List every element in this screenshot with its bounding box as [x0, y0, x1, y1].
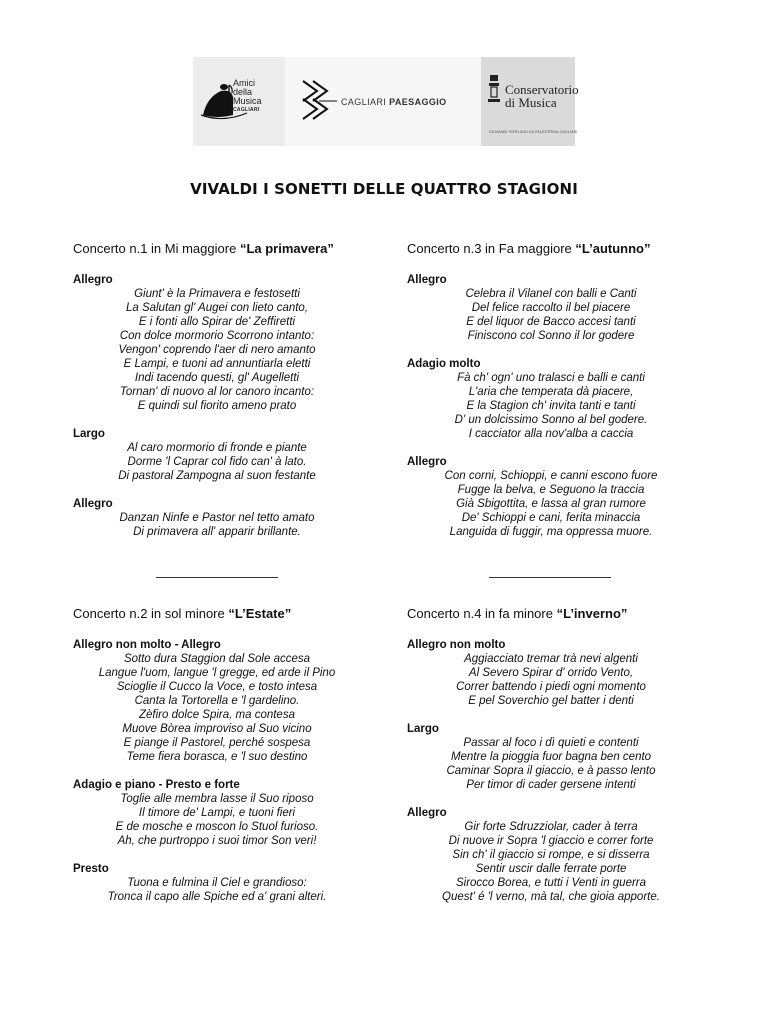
verse-line: Gir forte Sdruzziolar, cader à terra [464, 821, 638, 833]
movement [73, 497, 373, 539]
verse-line: E piange il Pastorel, perché sospesa [123, 737, 311, 749]
verse-line: Tuona e fulmina il Ciel e grandioso: [127, 877, 307, 889]
concerto-label: Concerto n.2 in sol minore [73, 606, 225, 621]
cp-part1: CAGLIARI [341, 97, 387, 107]
movement-title: Presto [73, 863, 109, 875]
cagliari-paesaggio-logo [285, 57, 481, 146]
cp-part2: PAESAGGIO [389, 97, 447, 107]
verse-line: L'aria che temperata dà piacere, [468, 386, 634, 398]
verse-line: De' Schioppi e cani, ferita minaccia [461, 512, 641, 524]
concerto-name: “L’Estate” [228, 606, 292, 621]
chevrons-icon [285, 57, 345, 146]
movement-title: Largo [73, 428, 105, 440]
logo-banner [193, 57, 579, 146]
amici-line4: CAGLIARI [233, 107, 260, 113]
verse-line: Tronca il capo alle Spiche ed a' grani alteri. [107, 891, 327, 903]
verse-line: Sentir uscir dalle ferrate porte [475, 863, 627, 875]
movement [73, 638, 373, 764]
verse-line: Indi tacendo questi, gl' Augelletti [134, 372, 300, 384]
verse-line: Canta la Tortorella e 'l gardelino. [134, 695, 300, 707]
movement-title: Allegro [73, 274, 113, 286]
verse-line: Muove Bòrea improviso al Suo vicino [122, 723, 312, 735]
concerto-name: “La primavera” [239, 241, 334, 256]
verse-line: Passar al foco i dì quieti e contenti [463, 737, 639, 749]
verse-line: Fugge la belva, e Seguono la traccia [457, 484, 645, 496]
verse-line: E de mosche e moscon lo Stuol furioso. [115, 821, 319, 833]
verse-line: Zèfiro dolce Spira, ma contesa [139, 709, 295, 721]
verse-line: E del liquor de Bacco accesi tanti [466, 316, 636, 328]
concerto-label: Concerto n.1 in Mi maggiore [73, 241, 237, 256]
movement-title: Allegro [407, 456, 447, 468]
verse-line: Già Sbigottita, e lassa al gran rumore [456, 498, 646, 510]
movement [73, 273, 373, 413]
concerto-heading [407, 606, 707, 621]
concerto-heading [73, 606, 373, 621]
verse-line: Danzan Ninfe e Pastor nel tetto amato [119, 512, 315, 524]
verse-line: Teme fiera borasca, e 'l suo destino [126, 751, 308, 763]
verse-line: Sin ch' il giaccio si rompe, e si disserra [452, 849, 650, 861]
movement-title: Allegro [407, 807, 447, 819]
cagliari-paesaggio-text [341, 97, 447, 107]
divider-right [489, 577, 611, 578]
amici-line2: della [233, 87, 253, 97]
verse-line: Dorme 'l Caprar col fido can' à lato. [127, 456, 307, 468]
verse-line: La Salutan gl' Augei con lieto canto, [125, 302, 309, 314]
verse-line: Scioglie il Cucco la Voce, e tosto intesa [116, 681, 318, 693]
verse-line: Con corni, Schioppi, e canni escono fuore [444, 470, 658, 482]
verse-line: E i fonti allo Spirar de' Zeffiretti [138, 316, 296, 328]
verse-line: Quest' é 'l verno, mà tal, che gioia apporte. [442, 891, 660, 903]
concerto-4 [407, 606, 707, 918]
concerto-heading [73, 241, 373, 256]
concerto-label: Concerto n.4 in fa minore [407, 606, 553, 621]
verse-line: Di primavera all' apparir brillante. [133, 526, 301, 538]
amici-della-musica-logo [193, 57, 285, 146]
movement [407, 357, 707, 441]
cons-sub: GIOVANNI PIERLUIGI DA PALESTRINA CAGLIARI [489, 130, 578, 134]
verse-line: Al caro mormorio di fronde e piante [127, 442, 307, 454]
verse-line: E Lampi, e tuoni ad annuntiarla eletti [123, 358, 311, 370]
verse-line: Al Severo Spirar d' orrido Vento, [468, 667, 634, 679]
verse-line: Correr battendo i piedi ogni momento [456, 681, 646, 693]
concerto-name: “L’autunno” [575, 241, 651, 256]
conservatorio-logo [481, 57, 579, 146]
movement [73, 862, 373, 904]
verse-line: I cacciator alla nov'alba a caccia [468, 428, 634, 440]
verse-line: Con dolce mormorio Scorrono intanto: [119, 330, 315, 342]
verse-line: Vengon' coprendo l'aer di nero amanto [118, 344, 316, 356]
concerto-name: “L’inverno” [556, 606, 628, 621]
document-title: VIVALDI I SONETTI DELLE QUATTRO STAGIONI [190, 180, 578, 198]
verse-line: Celebra il Vilanel con balli e Canti [465, 288, 637, 300]
movement [407, 273, 707, 343]
amici-line1: Amici [233, 78, 255, 88]
movement-title: Allegro non molto - Allegro [73, 639, 221, 651]
movement-title: Allegro non molto [407, 639, 506, 651]
verse-line: Caminar Sopra il giaccio, e à passo lento [446, 765, 656, 777]
verse-line: Langue l'uom, langue 'l gregge, ed arde il Pino [98, 667, 336, 679]
movement [73, 778, 373, 848]
movement [407, 638, 707, 708]
verse-line: D' un dolcissimo Sonno al bel godere. [454, 414, 648, 426]
verse-line: Giunt' è la Primavera e festosetti [134, 288, 300, 300]
movement [407, 806, 707, 904]
verse-line: Di pastoral Zampogna al suon festante [118, 470, 316, 482]
verse-line: Tornan' di nuovo al lor canoro incanto: [119, 386, 315, 398]
verse-line: Di nuove ir Sopra 'l giaccio e correr forte [448, 835, 654, 847]
verse-line: Aggiacciato tremar trà nevi algenti [464, 653, 638, 665]
verse-line: E pel Soverchio gel batter i denti [468, 695, 634, 707]
amici-line3: Musica [233, 96, 262, 106]
verse-line: Fà ch' ogn' uno tralasci e balli e canti [457, 372, 645, 384]
divider-left [156, 577, 278, 578]
movement-title: Allegro [407, 274, 447, 286]
cons-line1: Conservatorio [505, 82, 579, 97]
verse-line: Toglie alle membra lasse il Suo riposo [120, 793, 314, 805]
verse-line: Del felice raccolto il bel piacere [471, 302, 631, 314]
movement-title: Adagio e piano - Presto e forte [73, 779, 240, 791]
verse-line: Finiscono col Sonno il lor godere [467, 330, 635, 342]
cons-line2: di Musica [505, 95, 557, 110]
movement [407, 722, 707, 792]
verse-line: E quindi sul fiorito ameno prato [137, 400, 297, 412]
verse-line: Mentre la pioggia fuor bagna ben cento [450, 751, 652, 763]
concerto-1 [73, 241, 373, 553]
verse-line: Languida di fuggir, ma oppressa muore. [449, 526, 653, 538]
verse-line: E la Stagion ch' invita tanti e tanti [466, 400, 636, 412]
movement-title: Largo [407, 723, 439, 735]
concerto-label: Concerto n.3 in Fa maggiore [407, 241, 572, 256]
verse-line: Sotto dura Staggion dal Sole accesa [123, 653, 311, 665]
movement-title: Allegro [73, 498, 113, 510]
concerto-3 [407, 241, 707, 553]
concerto-2 [73, 606, 373, 918]
verse-line: Il timore de' Lampi, e tuoni fieri [138, 807, 296, 819]
concerto-heading [407, 241, 707, 256]
movement [407, 455, 707, 539]
verse-line: Ah, che purtroppo i suoi timor Son veri! [117, 835, 317, 847]
verse-line: Sirocco Borea, e tutti i Venti in guerra [455, 877, 647, 889]
movement-title: Adagio molto [407, 358, 481, 370]
verse-line: Per timor di cader gersene intenti [466, 779, 636, 791]
movement [73, 427, 373, 483]
